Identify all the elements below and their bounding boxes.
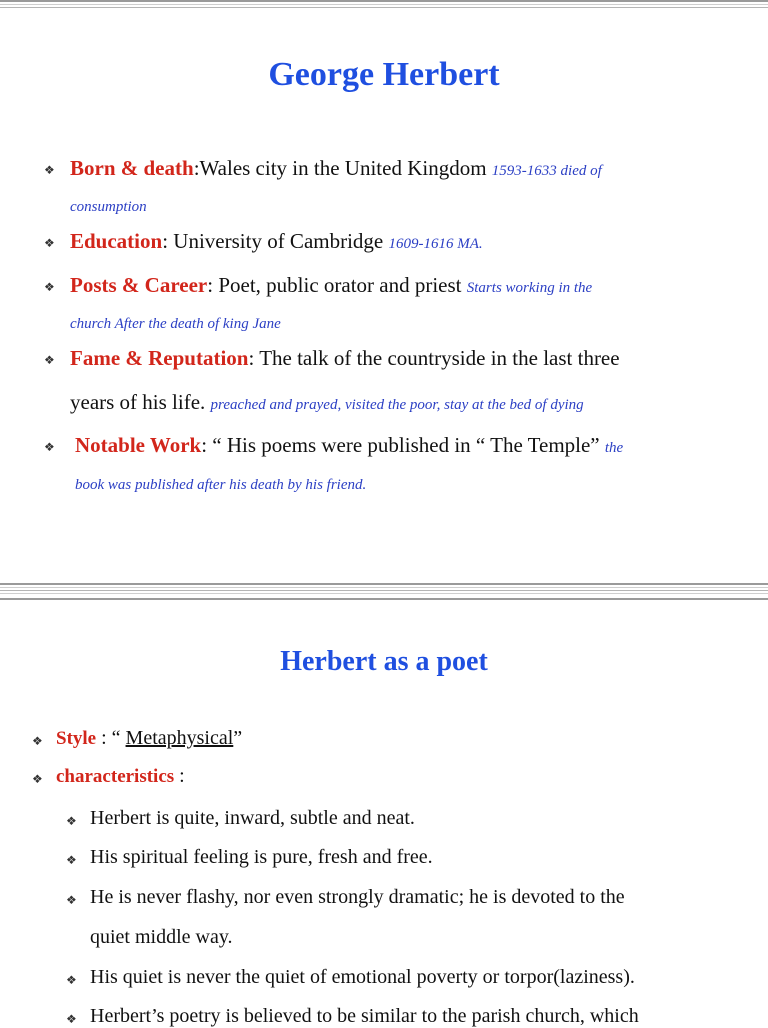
characteristic-point: His quiet is never the quiet of emotional poverty or torpor(laziness).: [90, 966, 635, 988]
bullet-icon: ❖: [66, 1012, 77, 1026]
item-label: Fame & Reputation: [70, 346, 249, 370]
bullet-icon: ❖: [44, 280, 55, 294]
item-label: Born & death: [70, 156, 194, 180]
item-note: Starts working in the: [466, 280, 593, 296]
slide1-title: George Herbert: [268, 56, 500, 93]
style-end: ”: [233, 727, 243, 749]
item-note-continued: consumption: [70, 199, 147, 215]
characteristics-label: characteristics: [56, 766, 175, 787]
bullet-icon: ❖: [66, 973, 77, 987]
item-label: Notable Work: [75, 433, 202, 457]
bullet-icon: ❖: [66, 893, 77, 907]
item-label: Posts & Career: [70, 273, 208, 297]
characteristic-point: He is never flashy, nor even strongly dramatic; he is devoted to the: [90, 886, 625, 908]
item-note-continued: church After the death of king Jane: [70, 316, 281, 332]
bullet-icon: ❖: [44, 353, 55, 367]
item-notable-work: [75, 433, 623, 458]
characteristic-point: His spiritual feeling is pure, fresh and free.: [90, 846, 433, 868]
bullet-icon: ❖: [66, 853, 77, 867]
slide-separator: [0, 583, 768, 600]
item-text: :Wales city in the United Kingdom: [193, 156, 492, 180]
bullet-icon: ❖: [44, 163, 55, 177]
item-note: the: [604, 440, 624, 456]
item-education: [70, 229, 483, 254]
characteristic-point-continued: quiet middle way.: [90, 926, 233, 948]
style-value: Metaphysical: [125, 727, 234, 749]
bullet-icon: ❖: [32, 734, 43, 748]
style-line: [56, 727, 242, 750]
item-text-continued: years of his life.: [70, 390, 211, 414]
item-fame-reputation: [70, 346, 620, 371]
item-note: 1609-1616 MA.: [388, 236, 483, 252]
item-text: : “ His poems were published in “ The Temple”: [201, 433, 605, 457]
characteristics-separator: :: [174, 765, 185, 787]
bullet-icon: ❖: [44, 236, 55, 250]
bullet-icon: ❖: [66, 814, 77, 828]
slide-top-border: [0, 0, 768, 8]
characteristics-line: [56, 765, 185, 788]
item-text: : The talk of the countryside in the last three: [248, 346, 620, 370]
style-separator: : “: [96, 727, 126, 749]
bullet-icon: ❖: [32, 772, 43, 786]
item-posts-career: [70, 273, 592, 298]
style-label: Style: [56, 728, 97, 749]
item-fame-continued: [70, 390, 584, 415]
characteristic-point: Herbert is quite, inward, subtle and neat.: [90, 807, 415, 829]
item-text: : Poet, public orator and priest: [207, 273, 467, 297]
bullet-icon: ❖: [44, 440, 55, 454]
item-label: Education: [70, 229, 163, 253]
item-text: : University of Cambridge: [162, 229, 389, 253]
item-born-death: [70, 156, 602, 181]
slide2-title: Herbert as a poet: [280, 646, 488, 677]
item-note: preached and prayed, visited the poor, stay at the bed of dying: [210, 397, 584, 413]
item-note: 1593-1633 died of: [491, 163, 602, 179]
item-note-continued: book was published after his death by his friend.: [75, 477, 367, 493]
characteristic-point: Herbert’s poetry is believed to be similar to the parish church, which: [90, 1005, 639, 1027]
